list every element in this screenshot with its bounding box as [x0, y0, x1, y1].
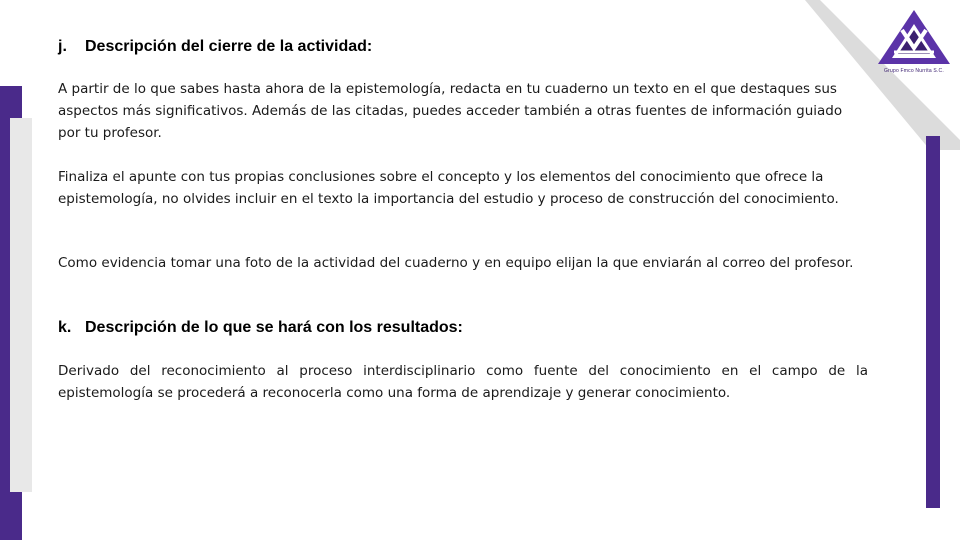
section-k-letter: k.	[58, 319, 72, 336]
logo-caption: Grupo Fmco Nurrita S.C.	[884, 68, 944, 74]
section-j-paragraph-3: Como evidencia tomar una foto de la actividad del cuaderno y en equipo elijan la que enviarán al correo del profesor.	[58, 255, 854, 271]
triangle-logo-icon	[874, 8, 954, 68]
section-j-letter: j.	[58, 38, 67, 55]
section-k-heading	[58, 319, 463, 337]
left-gray-panel	[10, 118, 32, 492]
section-k-title: Descripción de lo que se hará con los resultados:	[85, 319, 463, 336]
section-j-heading	[58, 38, 372, 56]
section-j-title: Descripción del cierre de la actividad:	[85, 38, 373, 55]
section-j-paragraph-1: A partir de lo que sabes hasta ahora de la epistemología, redacta en tu cuaderno un texto en el que destaques sus aspectos más significativos. Además de las citadas, puedes acceder también a otras fuentes de información guiado por tu profesor.	[58, 81, 843, 141]
section-j-paragraph-2: Finaliza el apunte con tus propias conclusiones sobre el concepto y los elementos del conocimiento que ofrece la epistemología, no olvides incluir en el texto la importancia del estudio y proceso de construcción del conocimiento.	[58, 169, 839, 207]
company-logo	[874, 8, 954, 78]
section-k-paragraph-1: Derivado del reconocimiento al proceso interdisciplinario como fuente del conocimiento en el campo de la epistemología se procederá a reconocerla como una forma de aprendizaje y generar conocimiento.	[58, 363, 868, 401]
right-accent-bar	[926, 136, 940, 508]
